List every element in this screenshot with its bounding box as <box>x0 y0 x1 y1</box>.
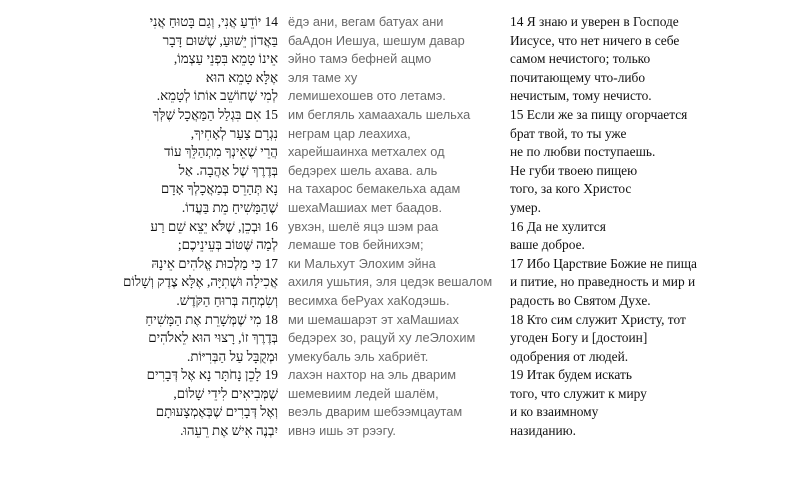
transliteration-line: на тахарос бемакельха адам <box>288 181 461 197</box>
transliteration-line: эля таме ху <box>288 69 358 85</box>
transliteration-line: им бегляль хамаахаль шельха <box>288 106 471 122</box>
russian-line: и питие, но праведность и мир и <box>510 274 696 290</box>
hebrew-line: 14 יוֹדֵעַ אֲנִי, וְגַם בָּטוּחַ אֲנִי <box>149 14 278 29</box>
russian-line: 19 Итак будем искать <box>510 367 632 383</box>
transliteration-line: бедэрех шель ахава. аль <box>288 162 438 178</box>
russian-line: назиданию. <box>510 423 577 439</box>
hebrew-line: אֵינוֹ טָמֵא בִּפְנֵי עַצְמוֹ, <box>173 51 278 67</box>
hebrew-line: נָא תְּהַרֵס בְּמַאֲכָלְךָ אָדָם <box>160 181 278 197</box>
russian-line: Не губи твоею пищею <box>510 162 638 178</box>
hebrew-line: בְּדֶרֶךְ זוֹ, רָצוּי הוּא לֵאלֹהִים <box>148 330 278 346</box>
hebrew-line: בְּדֶרֶךְ שֶׁל אַהֲבָה. אַל <box>178 162 278 178</box>
russian-line: Иисусе, что нет ничего в себе <box>510 32 680 48</box>
hebrew-line: הֲרֵי שֶׁאֵינְךָ מִתְהַלֵּךְ עוֹד <box>164 144 278 160</box>
russian-line: радость во Святом Духе. <box>510 292 651 308</box>
hebrew-line: אֶלָּא טָמֵא הוּא <box>205 69 278 85</box>
hebrew-line: 16 וּבְכֵן, שֶׁלֹּא יֵצֵא שֵׁם רַע <box>150 218 278 234</box>
hebrew-line: אֲכִילָה וּשְׁתִיָּה, אֶלָּא צֶדֶק וְשָׁלוֹם <box>123 274 278 290</box>
hebrew-line: שֶׁמְּבִיאִים לִידֵי שָׁלוֹם, <box>173 385 278 401</box>
transliteration-line: лахэн нахтор на эль дварим <box>288 367 457 383</box>
transliteration-line: ки Мальхут Элохим эйна <box>288 255 436 271</box>
russian-line: умер. <box>510 199 541 215</box>
hebrew-line: וְשִׂמְחָה בְּרוּחַ הַקֹּדֶשׁ. <box>176 292 278 308</box>
transliteration-line: веэль дварим шебээмцаутам <box>288 404 463 420</box>
russian-line: 17 Ибо Царствие Божие не пища <box>510 255 697 271</box>
hebrew-line: יִבְנֶה אִישׁ אֶת רֵעֵהוּ. <box>180 423 278 439</box>
hebrew-column <box>60 13 278 441</box>
russian-line: 15 Если же за пищу огорчается <box>510 106 688 122</box>
transliteration-line: шехаМашиах мет баадов. <box>288 199 442 215</box>
transliteration-line: шемевиим ледей шалём, <box>288 385 439 401</box>
transliteration-line: лемаше тов бейнихэм; <box>288 237 424 253</box>
russian-line: не по любви поступаешь. <box>510 144 656 160</box>
russian-line: ваше доброе. <box>510 237 585 253</box>
russian-line: почитающему что-либо <box>510 69 646 85</box>
transliteration-line: бедэрех зо, рацуй ху леЭлохим <box>288 330 476 346</box>
hebrew-line: 15 אִם בִּגְלַל הַמַּאֲכָל שֶׁלְּךָ <box>152 106 278 122</box>
transliteration-line: лемишехошев ото летамэ. <box>288 88 446 104</box>
russian-line: нечистым, тому нечисто. <box>510 88 652 104</box>
transliteration-line: баАдон Иешуа, шешум давар <box>288 32 465 48</box>
hebrew-line: לְמִי שֶׁחוֹשֵׁב אוֹתוֹ לְטָמֵא. <box>156 88 278 104</box>
russian-column <box>510 13 795 441</box>
russian-line: 18 Кто сим служит Христу, тот <box>510 311 686 327</box>
russian-line: 14 Я знаю и уверен в Господе <box>510 14 679 29</box>
hebrew-line: וּמְקֻבָּל עַל הַבְּרִיּוֹת. <box>187 348 278 364</box>
russian-line: брат твой, то ты уже <box>510 125 627 141</box>
hebrew-line: 19 לָכֵן נָחֹתָּר נָא אֶל דְּבָרִים <box>146 367 278 383</box>
hebrew-line: בַּאֲדוֹן יֵשׁוּעַ, שֶׁשּׁוּם דָּבָר <box>162 32 278 48</box>
hebrew-line: נִגְרָם צַעַר לְאָחִיךָ, <box>190 125 278 141</box>
transliteration-line: ивнэ ишь эт рээгу. <box>288 423 396 439</box>
transliteration-column <box>288 13 498 441</box>
transliteration-line: ахиля ушьтия, эля цедэк вешалом <box>288 274 493 290</box>
hebrew-line: וְאֶל דְּבָרִים שֶׁבְּאֶמְצָעוּתָם <box>155 404 278 420</box>
hebrew-line: 17 כִּי מַלְכוּת אֱלֹהִים אֵינָהּ <box>151 255 278 271</box>
russian-line: одобрения от людей. <box>510 348 629 364</box>
russian-line: угоден Богу и [достоин] <box>510 330 648 346</box>
transliteration-line: ми шемашарэт эт хаМашиах <box>288 311 459 327</box>
russian-line: того, за кого Христос <box>510 181 632 197</box>
russian-line: и ко взаимному <box>510 404 599 420</box>
hebrew-line: שֶׁהַמָּשִׁיחַ מֵת בַּעֲדוֹ. <box>181 199 278 215</box>
transliteration-line: весимха беРуах хаКодэшь. <box>288 292 450 308</box>
transliteration-line: умекубаль эль хабриёт. <box>288 348 429 364</box>
hebrew-line: לְמַה שֶּׁטּוֹב בְּעֵינֵיכֶם; <box>177 237 278 253</box>
transliteration-line: харейшаинха метхалех од <box>288 144 445 160</box>
russian-line: самом нечистого; только <box>510 51 651 67</box>
russian-line: 16 Да не хулится <box>510 218 606 234</box>
transliteration-line: эйно тамэ бефней ацмо <box>288 51 432 67</box>
russian-line: того, что служит к миру <box>510 385 647 401</box>
transliteration-line: увхэн, шелё яцэ шэм раа <box>288 218 439 234</box>
hebrew-line: 18 מִי שֶׁמְּשָׁרֵת אֶת הַמָּשִׁיחַ <box>145 311 278 327</box>
transliteration-line: неграм цар леахиха, <box>288 125 411 141</box>
transliteration-line: ёдэ ани, вегам батуах ани <box>288 14 444 29</box>
